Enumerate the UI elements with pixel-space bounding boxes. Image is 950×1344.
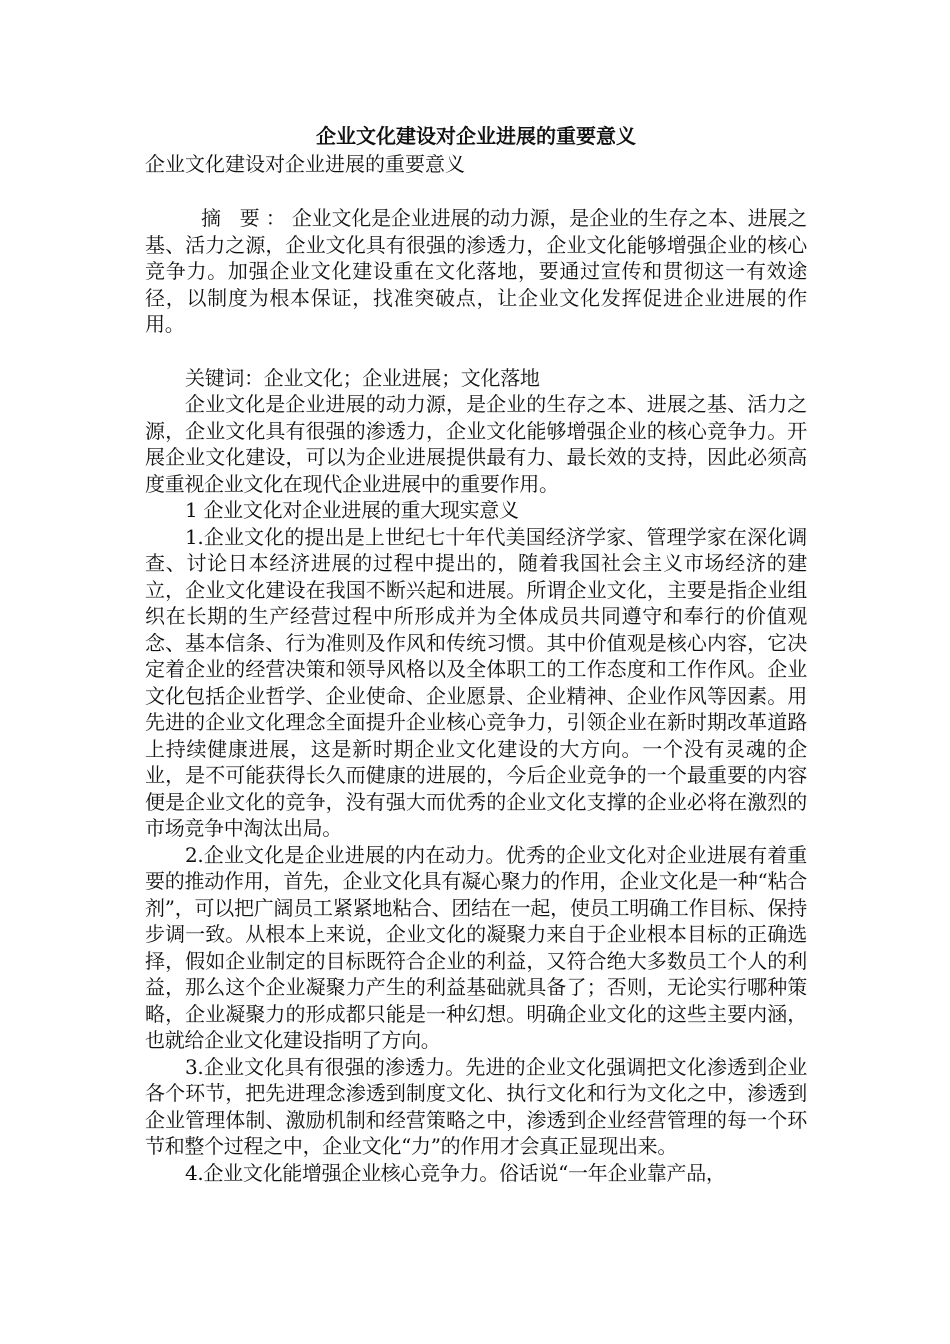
section-heading: 1 企业文化对企业进展的重大现实意义 <box>185 498 519 522</box>
document-subtitle: 企业文化建设对企业进展的重要意义 <box>145 152 465 176</box>
intro-paragraph: 企业文化是企业进展的动力源，是企业的生存之本、进展之基、活力之源，企业文化具有很强的渗透力，企业文化能够增强企业的核心竞争力。开展企业文化建设，可以为企业进展提供最有力、最长效的支持，因此必须高度重视企业文化在现代企业进展中的重要作用。 <box>145 392 807 496</box>
document-title: 企业文化建设对企业进展的重要意义 <box>316 124 636 148</box>
blank-line <box>145 338 807 365</box>
body-paragraph-4: 4.企业文化能增强企业核心竞争力。俗话说“一年企业靠产品， <box>185 1160 726 1185</box>
abstract-paragraph <box>145 205 807 338</box>
document-page <box>145 122 807 1186</box>
blank-line <box>145 178 807 205</box>
body-paragraph-1: 1.企业文化的提出是上世纪七十年代美国经济学家、管理学家在深化调查、讨论日本经济进展的过程中提出的，随着我国社会主义市场经济的建立，企业文化建设在我国不断兴起和进展。所谓企业文化，主要是指企业组织在长期的生产经营过程中所形成并为全体成员共同遵守和奉行的价值观念、基本信条、行为准则及作风和传统习惯。其中价值观是核心内容，它决定着企业的经营决策和领导风格以及全体职工的工作态度和工作作风。企业文化包括企业哲学、企业使命、企业愿景、企业精神、企业作风等因素。用先进的企业文化理念全面提升企业核心竞争力，引领企业在新时期改革道路上持续健康进展，这是新时期企业文化建设的大方向。一个没有灵魂的企业，是不可能获得长久而健康的进展的，今后企业竞争的一个最重要的内容便是企业文化的竞争，没有强大而优秀的企业文化支撑的企业必将在激烈的市场竞争中淘汰出局。 <box>145 524 807 840</box>
body-paragraph-2: 2.企业文化是企业进展的内在动力。优秀的企业文化对企业进展有着重要的推动作用，首先，企业文化具有凝心聚力的作用，企业文化是一种“粘合剂”，可以把广阔员工紧紧地粘合、团结在一起，使员工明确工作目标、保持步调一致。从根本上来说，企业文化的凝聚力来自于企业根本目标的正确选择，假如企业制定的目标既符合企业的利益，又符合绝大多数员工个人的利益，那么这个企业凝聚力产生的利益基础就具备了；否则，无论实行哪种策略，企业凝聚力的形成都只能是一种幻想。明确企业文化的这些主要内涵，也就给企业文化建设指明了方向。 <box>145 842 807 1052</box>
abstract-text: 企业文化是企业进展的动力源，是企业的生存之本、进展之基、活力之源，企业文化具有很强的渗透力，企业文化能够增强企业的核心竞争力。加强企业文化建设重在文化落地，要通过宣传和贯彻这一有效途径，以制度为根本保证，找准突破点，让企业文化发挥促进企业进展的作用。 <box>145 206 808 336</box>
abstract-label: 摘 要： <box>201 206 292 230</box>
body-paragraph-3: 3.企业文化具有很强的渗透力。先进的企业文化强调把文化渗透到企业各个环节，把先进理念渗透到制度文化、执行文化和行为文化之中，渗透到企业管理体制、激励机制和经营策略之中，渗透到企业经营管理的每一个环节和整个过程之中，企业文化“力”的作用才会真正显现出来。 <box>145 1054 807 1158</box>
keywords-line: 关键词：企业文化；企业进展；文化落地 <box>185 365 540 390</box>
